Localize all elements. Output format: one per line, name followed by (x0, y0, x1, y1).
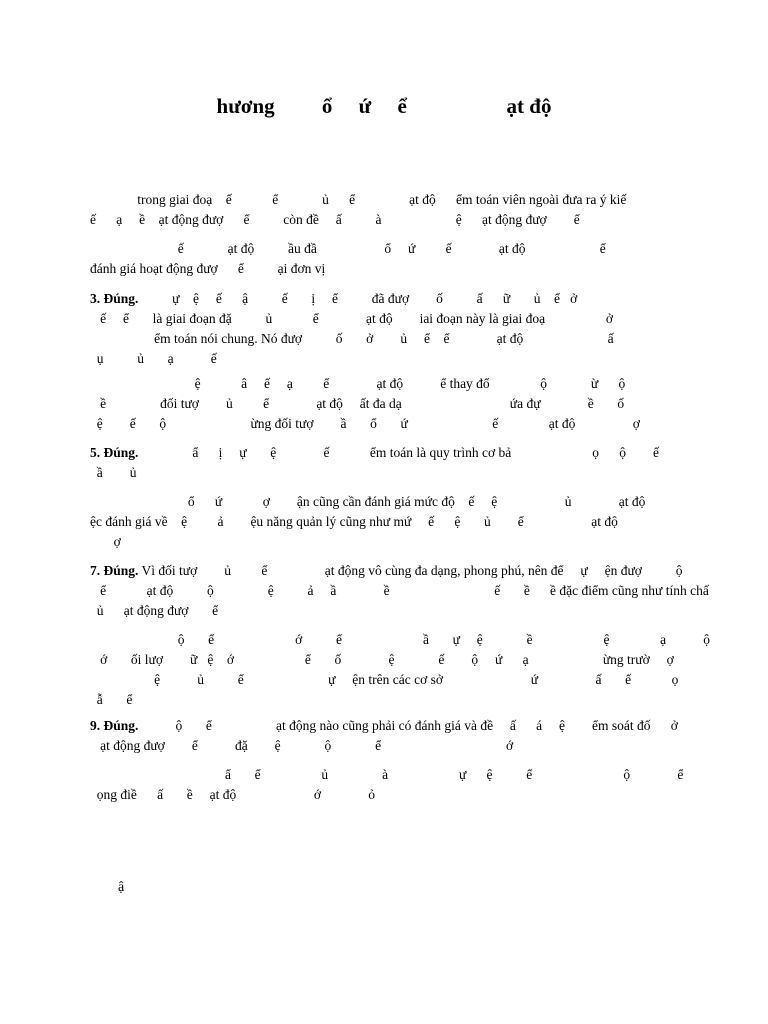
answer-label: 9. Đúng. (90, 718, 139, 733)
line-text: ệc đánh giá về ệ ả ệu năng quản lý cũng như mứ ế ệ ủ ể ạt độ (90, 514, 618, 529)
paragraph-line (90, 350, 730, 368)
line-text: đánh giá hoạt động đượ ể ại đơn vị (90, 261, 326, 276)
paragraph-line (90, 562, 730, 580)
paragraph-line (90, 602, 730, 620)
paragraph-line (90, 191, 730, 209)
paragraph-line (90, 671, 730, 689)
paragraph-line (90, 395, 730, 413)
paragraph-line (90, 582, 730, 600)
answer-label: 5. Đúng. (90, 445, 139, 460)
paragraph-line (90, 464, 730, 482)
paragraph-line (90, 766, 730, 784)
paragraph-line (90, 375, 730, 393)
paragraph-line (90, 513, 730, 531)
line-text: ầ ủ (90, 465, 137, 480)
line-text: ớ ối lượ ữ ệ ớ ể ố ệ ế ộ ứ ạ ừng trườ ợ (90, 652, 674, 667)
footer-mark: ậ (118, 880, 125, 895)
paragraph-line (90, 444, 730, 462)
line-text: ệ ủ ể ự ện trên các cơ sở ứ ấ ế ọ (90, 672, 679, 687)
line-text: Vì đối tượ ủ ể ạt động vô cùng đa dạng, phong phú, nên để ự ện đượ ộ (138, 563, 683, 578)
line-text: ề đối tượ ủ ể ạt độ ất đa dạ ứa đự ề ố (90, 396, 625, 411)
paragraph-line (90, 737, 730, 755)
line-text: ọng điề ấ ề ạt độ ớ ỏ (90, 787, 375, 802)
paragraph-line (90, 493, 730, 511)
line-text: ẫ ể (90, 692, 133, 707)
line-text: ẩ ể ủ à ự ệ ể ộ ể (90, 767, 684, 782)
line-text: ệ â ế ạ ể ạt độ ể thay đổ ộ ừ ộ (90, 376, 626, 391)
paragraph-line (90, 651, 730, 669)
paragraph-line (90, 290, 730, 308)
line-text: ẩ ị ự ệ ế ểm toán là quy trình cơ bả ọ ộ ế (138, 445, 660, 460)
answer-label: 7. Đúng. (90, 563, 139, 578)
paragraph-line (90, 415, 730, 433)
line-text: ổ ứ ợ ận cũng cần đánh giá mức độ ế ệ ủ ạt độ (90, 494, 646, 509)
paragraph-line (90, 533, 730, 551)
line-text: ể ạt độ ộ ệ ả ầ ề ế ề ề đặc điểm cũng như tính chấ (90, 583, 709, 598)
paragraph-line (90, 260, 730, 278)
paragraph-line (90, 240, 730, 258)
line-text: ụ ủ ạ ế (90, 351, 217, 366)
answer-label: 3. Đúng. (90, 291, 139, 306)
line-text: ự ệ ế ậ ế ị ể đã đượ ố ấ ữ ủ ể ở (138, 291, 578, 306)
line-text: ộ ể ạt động nào cũng phải có đánh giá và đề ấ á ệ ểm soát đố ở (138, 718, 678, 733)
line-text: ế ạ ề ạt động đượ ể còn đề ấ à ệ ạt động đượ ể (90, 212, 580, 227)
line-text: ợ (90, 534, 121, 549)
paragraph-line (90, 211, 730, 229)
paragraph-line (90, 310, 730, 328)
line-text: trong giai đoạ ế ể ủ ể ạt độ ểm toán viên ngoài đưa ra ý kiế (90, 192, 627, 207)
line-text: ủ ạt động đượ ể (90, 603, 219, 618)
line-text: ộ ể ớ ể ầ ự ệ ề ệ ạ ộ (90, 632, 711, 647)
paragraph-line (90, 631, 730, 649)
paragraph-line (90, 786, 730, 804)
line-text: ế ạt độ ầu đầ ổ ứ ế ạt độ ể (90, 241, 606, 256)
line-text: ạt động đượ ể đặ ệ ộ ể ớ (90, 738, 514, 753)
paragraph-line (90, 691, 730, 709)
page-title: hương ổ ứ ể ạt độ (216, 94, 552, 118)
line-text: ểm toán nói chung. Nó đượ ố ở ủ ể ể ạt độ ấ (90, 331, 614, 346)
paragraph-line (90, 330, 730, 348)
line-text: ế ể là giai đoạn đặ ủ ể ạt độ iai đoạn này là giai đoạ ở (90, 311, 614, 326)
line-text: ệ ế ộ ừng đối tượ ầ ổ ứ ế ạt độ ợ (90, 416, 640, 431)
paragraph-line (90, 717, 730, 735)
